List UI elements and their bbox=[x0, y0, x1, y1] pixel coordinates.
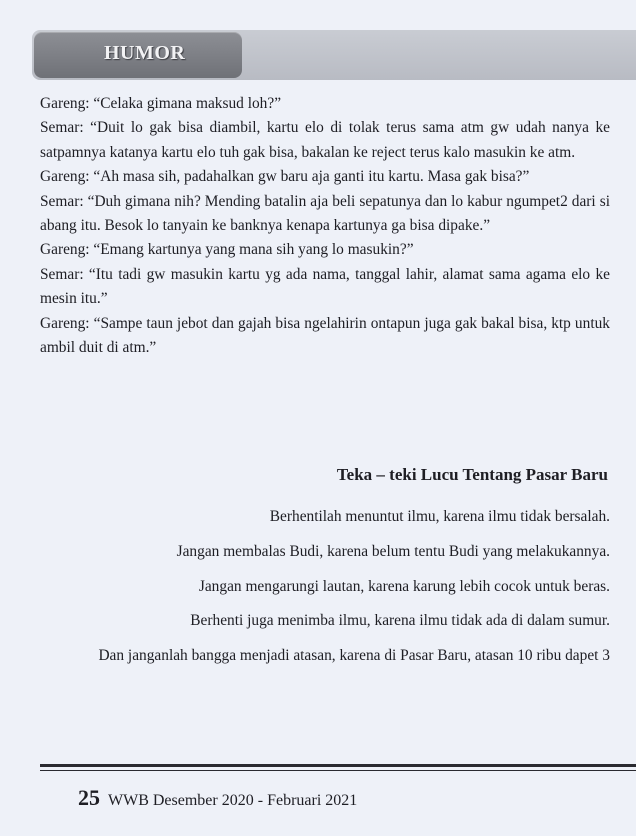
riddle-line: Berhentilah menuntut ilmu, karena ilmu tidak bersalah. bbox=[269, 508, 610, 525]
riddle-heading: Teka – teki Lucu Tentang Pasar Baru bbox=[336, 465, 608, 484]
dialogue-line: Semar: “Duh gimana nih? Mending batalin aja beli sepatunya dan lo kabur ngumpet2 dari si abang itu. Besok lo tanyain ke banknya kenapa kartunya ga bisa dipake.” bbox=[40, 192, 610, 235]
page-number: 25 bbox=[78, 785, 100, 810]
riddle-line: Jangan membalas Budi, karena belum tentu Budi yang melakukannya. bbox=[176, 542, 610, 560]
dialogue-line: Gareng: “Emang kartunya yang mana sih yang lo masukin?” bbox=[40, 241, 414, 259]
dialogue-body bbox=[40, 92, 610, 360]
footer-rule-thin bbox=[40, 770, 636, 771]
riddle-line: Jangan mengarungi lautan, karena karung lebih cocok untuk beras. bbox=[198, 577, 610, 595]
dialogue-line: Gareng: “Ah masa sih, padahalkan gw baru aja ganti itu kartu. Masa gak bisa?” bbox=[40, 168, 530, 186]
dialogue-line: Gareng: “Sampe taun jebot dan gajah bisa ngelahirin ontapun juga gak bakal bisa, ktp untuk ambil duit di atm.” bbox=[40, 314, 610, 357]
footer-rule bbox=[40, 764, 636, 767]
riddle-line: Dan janganlah bangga menjadi atasan, karena di Pasar Baru, atasan 10 ribu dapet 3 bbox=[98, 647, 610, 665]
dialogue-line: Semar: “Duit lo gak bisa diambil, kartu elo di tolak terus sama atm gw udah nanya ke satpamnya katanya kartu elo tuh gak bisa, bakalan ke reject terus kalo masukin ke atm. bbox=[40, 119, 610, 161]
dialogue-line: Gareng: “Celaka gimana maksud loh?” bbox=[40, 95, 282, 112]
riddle-line: Berhenti juga menimba ilmu, karena ilmu tidak ada di dalam sumur. bbox=[190, 612, 610, 630]
dialogue-line: Semar: “Itu tadi gw masukin kartu yg ada nama, tanggal lahir, alamat sama agama elo ke mesin itu.” bbox=[40, 265, 610, 308]
page-footer bbox=[78, 785, 357, 811]
publication-info: WWB Desember 2020 - Februari 2021 bbox=[108, 792, 358, 809]
section-title: HUMOR bbox=[104, 42, 186, 64]
riddle-list bbox=[10, 500, 610, 674]
